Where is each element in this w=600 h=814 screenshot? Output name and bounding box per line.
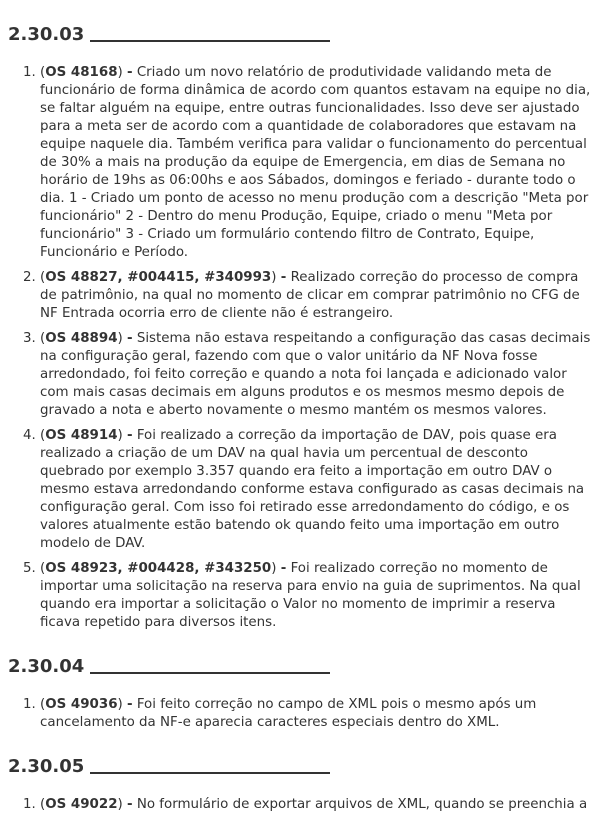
- os-ref: OS 48827, #004415, #340993: [45, 270, 272, 285]
- item-text: Foi realizado a correção da importação de DAV, pois quase era realizado a criação de um DAV na qual havia um percentual de desconto quebrado por exemplo 3.357 quando era feito a importação em outro DAV o mesmo estava arredondando conforme estava configurado as casas decimais na configuração geral. Com isso foi retirado esse arredondamento do código, e os valores atualmente estão batendo ok quando feito uma importação em outro modelo de DAV.: [40, 428, 585, 551]
- item-text: No formulário de exportar arquivos de XML, quando se preenchia a: [136, 797, 588, 812]
- item-text: Foi realizado correção no momento de importar uma solicitação na reserva para envio na guia de suprimentos. Na qual quando era importar a solicitação o Valor no momento de imprimir a reserva ficava repetido para diversos itens.: [40, 561, 581, 630]
- version-heading: [8, 756, 592, 778]
- os-ref: OS 49036: [45, 697, 118, 712]
- item-text: Criado um novo relatório de produtividade validando meta de funcionário de forma dinâmica de acordo com quantos estavam na equipe no dia, se faltar alguém na equipe, entre outras funcionalidades. Isso deve ser ajustado para a meta ser de acordo com a quantidade de colaboradores que estavam na equipe naquele dia. Também verifica para validar o funcionamento do percentual de 30% a mais na produção da equipe de Emergencia, em dias de Semana no horário de 19hs as 06:00hs e aos Sábados, domingos e feriado - durante todo o dia. 1 - Criado um ponto de acesso no menu produção com a descrição "Meta por funcionário" 2 - Dentro do menu Produção, Equipe, criado o menu "Meta por funcionário" 3 - Criado um formulário contendo filtro de Contrato, Equipe, Funcionário e Período.: [40, 65, 591, 260]
- changelog-item: 1. (OS 49022) - No formulário de exportar arquivos de XML, quando se preenchia a: [40, 796, 592, 814]
- version-heading: [8, 24, 592, 46]
- changelog-item: 4. (OS 48914) - Foi realizado a correção da importação de DAV, pois quase era realizado a criação de um DAV na qual havia um percentual de desconto quebrado por exemplo 3.357 quando era feito a importação em outro DAV o mesmo estava arredondando conforme estava configurado as casas decimais na configuração geral. Com isso foi retirado esse arredondamento do código, e os valores atualmente estão batendo ok quando feito uma importação em outro modelo de DAV.: [40, 427, 592, 553]
- changelog-item: 3. (OS 48894) - Sistema não estava respeitando a configuração das casas decimais na configuração geral, fazendo com que o valor unitário da NF Nova fosse arredondado, foi feito correção e quando a nota foi lançada e adicionado valor com mais casas decimais em alguns produtos e os mesmos mesmo depois de gravado a nota e aberto novamente o mesmo mantém os mesmos valores.: [40, 330, 592, 420]
- os-ref: OS 48894: [45, 331, 118, 346]
- os-ref: OS 49022: [45, 797, 118, 812]
- heading-rule: [90, 772, 330, 774]
- os-ref: OS 48914: [45, 428, 118, 443]
- changelog-list: [8, 64, 592, 632]
- changelog-list: [8, 696, 592, 732]
- version-number: 2.30.03: [8, 24, 85, 45]
- changelog-list: [8, 796, 592, 814]
- changelog-item: 5. (OS 48923, #004428, #343250) - Foi realizado correção no momento de importar uma solicitação na reserva para envio na guia de suprimentos. Na qual quando era importar a solicitação o Valor no momento de imprimir a reserva ficava repetido para diversos itens.: [40, 560, 592, 632]
- changelog-item: 1. (OS 49036) - Foi feito correção no campo de XML pois o mesmo após um cancelamento da NF-e aparecia caracteres especiais dentro do XML.: [40, 696, 592, 732]
- item-text: Foi feito correção no campo de XML pois o mesmo após um cancelamento da NF-e aparecia caracteres especiais dentro do XML.: [40, 697, 537, 730]
- item-text: Sistema não estava respeitando a configuração das casas decimais na configuração geral, fazendo com que o valor unitário da NF Nova fosse arredondado, foi feito correção e quando a nota foi lançada e adicionado valor com mais casas decimais em alguns produtos e os mesmos mesmo depois de gravado a nota e aberto novamente o mesmo mantém os mesmos valores.: [40, 331, 591, 418]
- heading-rule: [90, 672, 330, 674]
- version-heading: [8, 656, 592, 678]
- changelog-item: 2. (OS 48827, #004415, #340993) - Realizado correção do processo de compra de patrimônio, na qual no momento de clicar em comprar patrimônio no CFG de NF Entrada ocorria erro de cliente não é estrangeiro.: [40, 269, 592, 323]
- os-ref: OS 48923, #004428, #343250: [45, 561, 272, 576]
- heading-rule: [90, 40, 330, 42]
- changelog-item: 1. (OS 48168) - Criado um novo relatório de produtividade validando meta de funcionário de forma dinâmica de acordo com quantos estavam na equipe no dia, se faltar alguém na equipe, entre outras funcionalidades. Isso deve ser ajustado para a meta ser de acordo com a quantidade de colaboradores que estavam na equipe naquele dia. Também verifica para validar o funcionamento do percentual de 30% a mais na produção da equipe de Emergencia, em dias de Semana no horário de 19hs as 06:00hs e aos Sábados, domingos e feriado - durante todo o dia. 1 - Criado um ponto de acesso no menu produção com a descrição "Meta por funcionário" 2 - Dentro do menu Produção, Equipe, criado o menu "Meta por funcionário" 3 - Criado um formulário contendo filtro de Contrato, Equipe, Funcionário e Período.: [40, 64, 592, 262]
- version-number: 2.30.05: [8, 756, 85, 777]
- version-number: 2.30.04: [8, 656, 85, 677]
- os-ref: OS 48168: [45, 65, 118, 80]
- item-text: Realizado correção do processo de compra de patrimônio, na qual no momento de clicar em comprar patrimônio no CFG de NF Entrada ocorria erro de cliente não é estrangeiro.: [40, 270, 580, 321]
